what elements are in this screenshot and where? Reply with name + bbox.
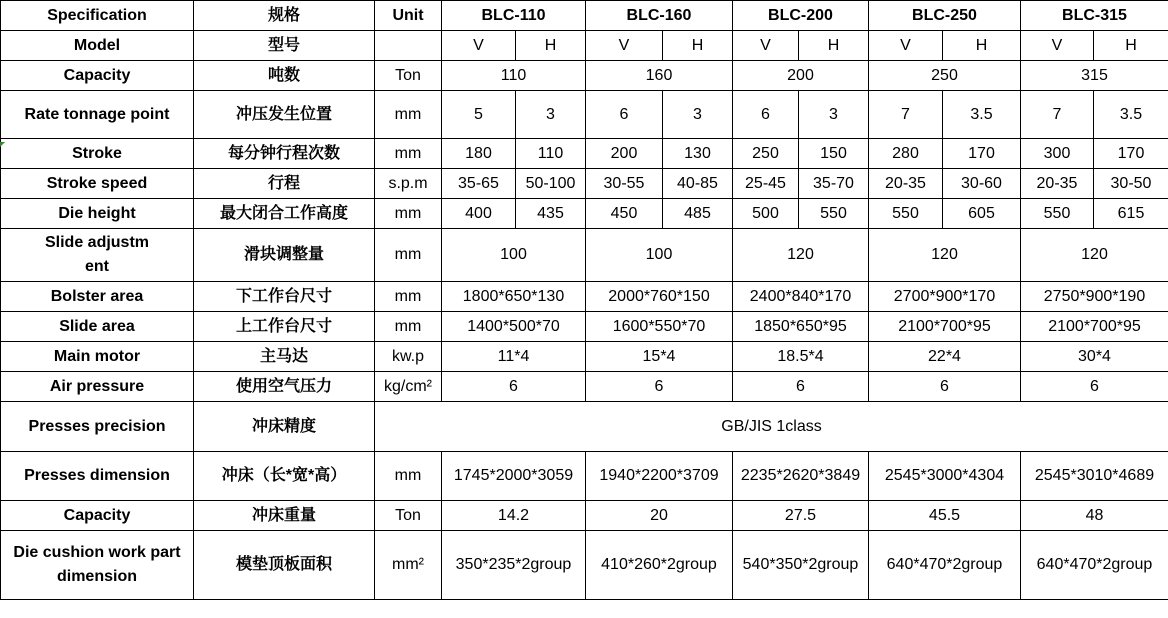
table-cell: 1940*2200*3709 [586, 452, 733, 501]
table-cell: 7 [869, 91, 943, 139]
row-label: Die height [1, 199, 194, 229]
row-unit: mm² [375, 531, 442, 600]
table-cell: 3.5 [1094, 91, 1168, 139]
header-unit: Unit [375, 1, 442, 31]
row-label-cn: 最大闭合工作高度 [194, 199, 375, 229]
table-cell: 605 [943, 199, 1021, 229]
row-label-cn: 滑块调整量 [194, 229, 375, 282]
row-label-cn: 使用空气压力 [194, 372, 375, 402]
table-cell: 2100*700*95 [1021, 312, 1168, 342]
table-cell: 6 [733, 372, 869, 402]
table-cell: 30-60 [943, 169, 1021, 199]
table-cell: 110 [442, 61, 586, 91]
table-cell: 2400*840*170 [733, 282, 869, 312]
row-label: Main motor [1, 342, 194, 372]
row-label-cn: 冲床重量 [194, 501, 375, 531]
table-cell: V [442, 31, 516, 61]
table-cell: 200 [733, 61, 869, 91]
header-cn: 规格 [194, 1, 375, 31]
row-label-cn: 模垫顶板面积 [194, 531, 375, 600]
row-unit: kw.p [375, 342, 442, 372]
table-cell: 1745*2000*3059 [442, 452, 586, 501]
table-cell: 30-55 [586, 169, 663, 199]
cell-corner-marker [0, 142, 5, 147]
table-cell: 450 [586, 199, 663, 229]
row-label: Capacity [1, 501, 194, 531]
table-cell: 2235*2620*3849 [733, 452, 869, 501]
table-cell: H [799, 31, 869, 61]
row-label-cn: 每分钟行程次数 [194, 139, 375, 169]
row-unit: Ton [375, 501, 442, 531]
rate-tonnage-row [1, 91, 1168, 139]
table-cell: 15*4 [586, 342, 733, 372]
table-cell: 160 [586, 61, 733, 91]
table-cell: 485 [663, 199, 733, 229]
table-cell: 48 [1021, 501, 1168, 531]
table-cell: 30-50 [1094, 169, 1168, 199]
row-unit: s.p.m [375, 169, 442, 199]
bolster-area-row [1, 282, 1168, 312]
main-motor-row [1, 342, 1168, 372]
table-cell: 410*260*2group [586, 531, 733, 600]
row-label: Stroke speed [1, 169, 194, 199]
row-label-cn: 冲床（长*宽*高） [194, 452, 375, 501]
table-cell: 120 [1021, 229, 1168, 282]
header-model-200: BLC-200 [733, 1, 869, 31]
table-cell: 1800*650*130 [442, 282, 586, 312]
row-unit: mm [375, 91, 442, 139]
table-cell: 120 [733, 229, 869, 282]
table-cell: 550 [869, 199, 943, 229]
table-cell: 3 [516, 91, 586, 139]
table-cell: 6 [733, 91, 799, 139]
table-cell: 540*350*2group [733, 531, 869, 600]
table-cell: 2100*700*95 [869, 312, 1021, 342]
table-cell: 350*235*2group [442, 531, 586, 600]
table-cell: 50-100 [516, 169, 586, 199]
table-cell: 11*4 [442, 342, 586, 372]
table-cell: 315 [1021, 61, 1168, 91]
table-cell: 170 [1094, 139, 1168, 169]
table-cell: 280 [869, 139, 943, 169]
table-cell: V [586, 31, 663, 61]
table-cell: 1850*650*95 [733, 312, 869, 342]
table-cell: 100 [442, 229, 586, 282]
table-cell: GB/JIS 1class [375, 402, 1168, 452]
table-cell: 6 [586, 91, 663, 139]
table-cell: 30*4 [1021, 342, 1168, 372]
table-cell: 2545*3010*4689 [1021, 452, 1168, 501]
table-cell: 20-35 [869, 169, 943, 199]
table-cell: V [1021, 31, 1094, 61]
row-unit: mm [375, 199, 442, 229]
table-cell: 25-45 [733, 169, 799, 199]
table-cell: 250 [869, 61, 1021, 91]
row-label-cn: 吨数 [194, 61, 375, 91]
table-cell: 14.2 [442, 501, 586, 531]
table-cell: 640*470*2group [869, 531, 1021, 600]
table-cell: 18.5*4 [733, 342, 869, 372]
row-unit: kg/cm² [375, 372, 442, 402]
header-model-250: BLC-250 [869, 1, 1021, 31]
table-cell: 2545*3000*4304 [869, 452, 1021, 501]
table-cell: V [733, 31, 799, 61]
row-label-cn: 下工作台尺寸 [194, 282, 375, 312]
presses-dimension-row [1, 452, 1168, 501]
table-cell: 6 [442, 372, 586, 402]
row-unit: mm [375, 452, 442, 501]
table-cell: V [869, 31, 943, 61]
table-cell: 45.5 [869, 501, 1021, 531]
row-label: Slide area [1, 312, 194, 342]
table-cell: 615 [1094, 199, 1168, 229]
table-cell: 170 [943, 139, 1021, 169]
table-cell: 110 [516, 139, 586, 169]
table-cell: 250 [733, 139, 799, 169]
row-label-cn: 上工作台尺寸 [194, 312, 375, 342]
row-unit: Ton [375, 61, 442, 91]
table-cell: 300 [1021, 139, 1094, 169]
table-cell: 2700*900*170 [869, 282, 1021, 312]
table-cell: 40-85 [663, 169, 733, 199]
table-cell: 22*4 [869, 342, 1021, 372]
table-cell: 35-70 [799, 169, 869, 199]
table-cell: 400 [442, 199, 516, 229]
table-cell: 3 [799, 91, 869, 139]
row-label-cn: 型号 [194, 31, 375, 61]
row-label-cn: 主马达 [194, 342, 375, 372]
table-cell: 6 [586, 372, 733, 402]
row-label: Rate tonnage point [1, 91, 194, 139]
row-label: Presses dimension [1, 452, 194, 501]
row-label: Stroke [1, 139, 194, 169]
table-cell: 5 [442, 91, 516, 139]
row-label-cn: 行程 [194, 169, 375, 199]
table-cell: H [516, 31, 586, 61]
stroke-row [1, 139, 1168, 169]
header-specification: Specification [1, 1, 194, 31]
table-cell: 200 [586, 139, 663, 169]
row-unit [375, 31, 442, 61]
row-label: Die cushion work part dimension [1, 531, 194, 600]
row-label: Capacity [1, 61, 194, 91]
table-cell: 2750*900*190 [1021, 282, 1168, 312]
table-cell: 20-35 [1021, 169, 1094, 199]
stroke-speed-row [1, 169, 1168, 199]
header-row [1, 1, 1168, 31]
model-row [1, 31, 1168, 61]
table-cell: 640*470*2group [1021, 531, 1168, 600]
row-unit: mm [375, 139, 442, 169]
header-model-160: BLC-160 [586, 1, 733, 31]
header-model-110: BLC-110 [442, 1, 586, 31]
table-cell: 120 [869, 229, 1021, 282]
slide-area-row [1, 312, 1168, 342]
table-cell: H [943, 31, 1021, 61]
table-cell: 7 [1021, 91, 1094, 139]
row-unit: mm [375, 229, 442, 282]
table-cell: 150 [799, 139, 869, 169]
table-cell: 435 [516, 199, 586, 229]
table-cell: H [663, 31, 733, 61]
die-cushion-row [1, 531, 1168, 600]
table-cell: 550 [799, 199, 869, 229]
row-label: Bolster area [1, 282, 194, 312]
table-cell: 100 [586, 229, 733, 282]
table-cell: 3 [663, 91, 733, 139]
table-cell: 130 [663, 139, 733, 169]
row-label: Presses precision [1, 402, 194, 452]
table-cell: 6 [1021, 372, 1168, 402]
table-cell: 550 [1021, 199, 1094, 229]
row-unit: mm [375, 312, 442, 342]
row-label-cn: 冲床精度 [194, 402, 375, 452]
table-cell: 1600*550*70 [586, 312, 733, 342]
capacity-row [1, 61, 1168, 91]
row-unit: mm [375, 282, 442, 312]
row-label: Air pressure [1, 372, 194, 402]
table-cell: 500 [733, 199, 799, 229]
row-label: Model [1, 31, 194, 61]
die-height-row [1, 199, 1168, 229]
table-cell: 20 [586, 501, 733, 531]
row-label: Slide adjustment [1, 229, 194, 282]
table-cell: H [1094, 31, 1168, 61]
table-cell: 27.5 [733, 501, 869, 531]
presses-precision-row [1, 402, 1168, 452]
table-cell: 6 [869, 372, 1021, 402]
table-cell: 2000*760*150 [586, 282, 733, 312]
slide-adjustment-row [1, 229, 1168, 282]
row-label-cn: 冲压发生位置 [194, 91, 375, 139]
table-cell: 180 [442, 139, 516, 169]
table-cell: 35-65 [442, 169, 516, 199]
header-model-315: BLC-315 [1021, 1, 1168, 31]
air-pressure-row [1, 372, 1168, 402]
table-cell: 1400*500*70 [442, 312, 586, 342]
weight-row [1, 501, 1168, 531]
table-cell: 3.5 [943, 91, 1021, 139]
